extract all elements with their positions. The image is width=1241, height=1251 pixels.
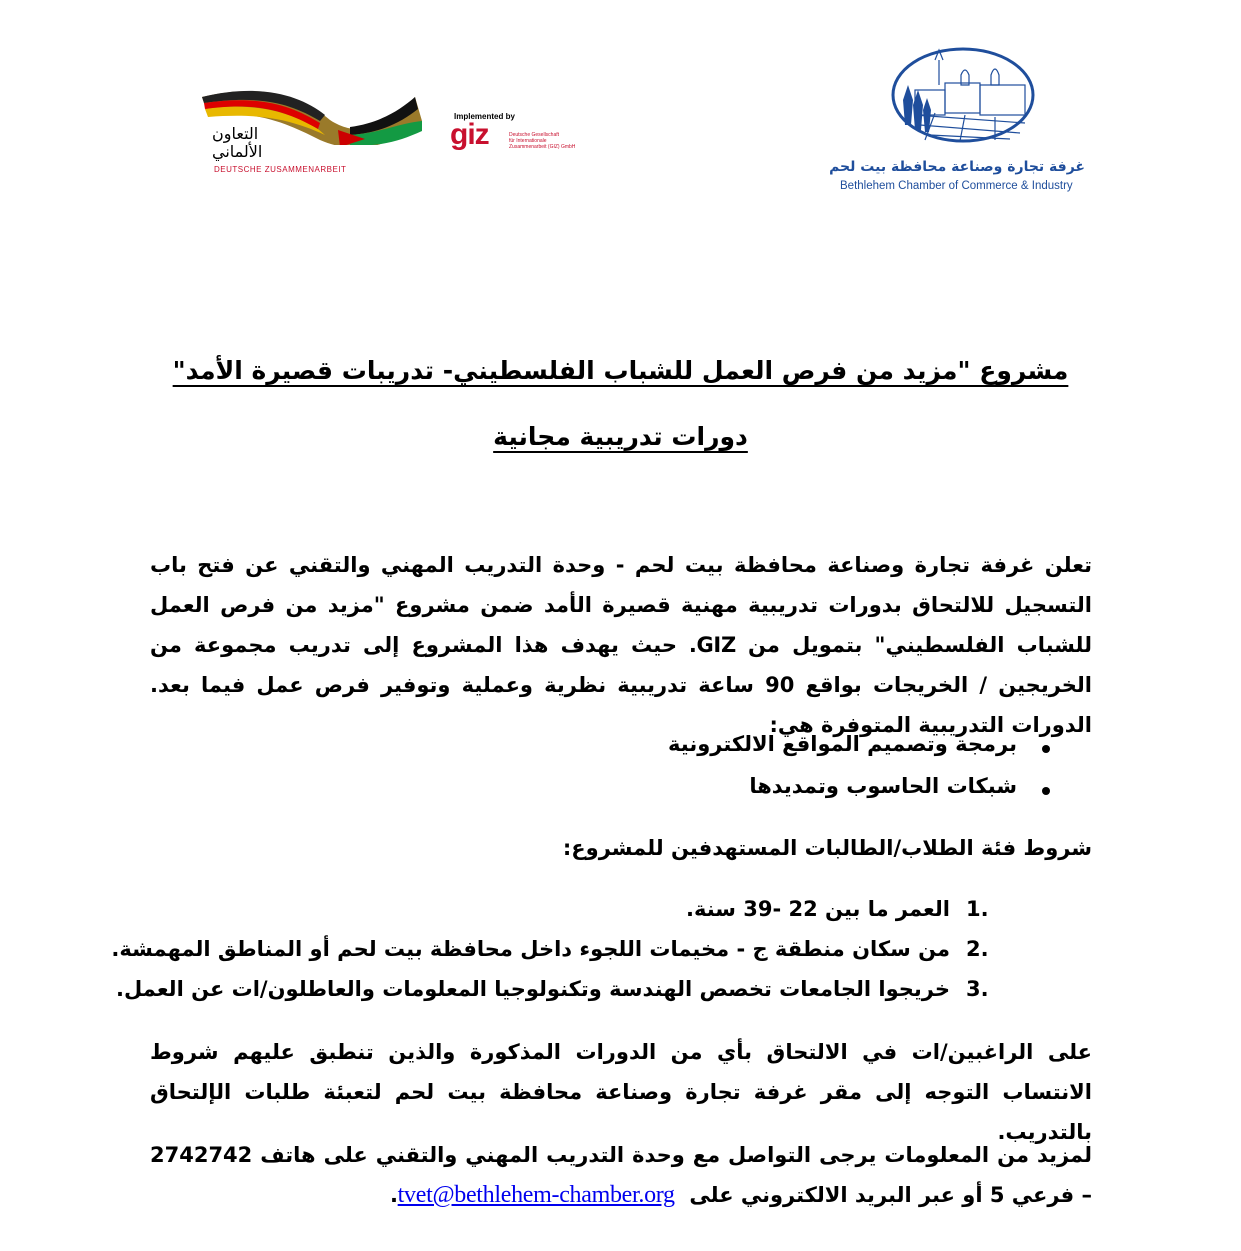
bullet-icon bbox=[1042, 745, 1050, 753]
intro-paragraph: تعلن غرفة تجارة وصناعة محافظة بيت لحم - وحدة التدريب المهني والتقني عن فتح باب التسجيل للالتحاق بدورات تدريبية مهنية قصيرة الأمد ضمن مشروع "مزيد من فرص العمل للشباب الفلسطيني" بتمويل من GIZ. حيث يهدف هذا المشروع إلى تدريب مجموعة من الخريجين / الخريجات بواقع 90 ساعة تدريبية نظرية وعملية وتوفير فرص عمل فيما بعد. الدورات التدريبية المتوفرة هي: bbox=[150, 553, 1092, 737]
email-link[interactable]: tvet@bethlehem-chamber.org bbox=[397, 1182, 675, 1208]
contact-end: . bbox=[389, 1183, 398, 1207]
giz-name-line1: Deutsche Gesellschaft bbox=[509, 132, 560, 138]
giz-wordmark: giz bbox=[450, 118, 489, 151]
bullet-icon bbox=[1042, 787, 1050, 795]
bethlehem-emblem-icon bbox=[835, 45, 1095, 155]
german-cooperation-logo bbox=[200, 85, 425, 180]
german-logo-arabic-1: التعاون bbox=[212, 124, 259, 143]
chamber-arabic-name: غرفة تجارة وصناعة محافظة بيت لحم bbox=[829, 159, 1085, 175]
page-subtitle bbox=[0, 422, 1241, 451]
german-logo-caption: DEUTSCHE ZUSAMMENARBEIT bbox=[214, 165, 347, 174]
implemented-by-label: Implemented by bbox=[454, 112, 515, 121]
apply-paragraph: على الراغبين/ات في الالتحاق بأي من الدورات المذكورة والذين تنطبق عليهم شروط الانتساب التوجه إلى مقر غرفة تجارة وصناعة محافظة بيت لحم لتعبئة طلبات الإلتحاق بالتدريب. bbox=[150, 1040, 1092, 1144]
contact-text: لمزيد من المعلومات يرجى التواصل مع وحدة التدريب المهني والتقني على هاتف 2742742 – فرعي 5 أو عبر البريد الالكتروني على bbox=[150, 1143, 1092, 1207]
conditions-heading: شروط فئة الطلاب/الطالبات المستهدفين للمشروع: bbox=[562, 836, 1092, 860]
contact-paragraph bbox=[150, 1135, 1092, 1215]
german-logo-arabic-2: الألماني bbox=[212, 142, 263, 161]
page-title bbox=[0, 356, 1241, 385]
condition-number: 2. bbox=[966, 937, 989, 961]
giz-name-line2: für Internationale bbox=[509, 138, 547, 144]
condition-item: العمر ما بين 22 -39 سنة. bbox=[685, 897, 950, 921]
chamber-english-name: Bethlehem Chamber of Commerce & Industry bbox=[840, 180, 1073, 192]
condition-number: 3. bbox=[966, 977, 989, 1001]
bethlehem-chamber-logo bbox=[829, 45, 1095, 195]
course-item: برمجة وتصميم المواقع الالكترونية bbox=[668, 732, 1017, 756]
page-subtitle-text: دورات تدريبية مجانية bbox=[493, 422, 748, 451]
condition-item: من سكان منطقة ج - مخيمات اللجوء داخل محافظة بيت لحم أو المناطق المهمشة. bbox=[111, 937, 950, 961]
condition-number: 1. bbox=[966, 897, 989, 921]
page-title-text: مشروع "مزيد من فرص العمل للشباب الفلسطيني- تدريبات قصيرة الأمد" bbox=[172, 356, 1069, 385]
giz-logo bbox=[450, 112, 620, 162]
course-item: شبكات الحاسوب وتمديدها bbox=[749, 774, 1017, 798]
giz-name-line3: Zusammenarbeit (GIZ) GmbH bbox=[509, 144, 576, 150]
condition-item: خريجوا الجامعات تخصص الهندسة وتكنولوجيا المعلومات والعاطلون/ات عن العمل. bbox=[116, 977, 950, 1001]
